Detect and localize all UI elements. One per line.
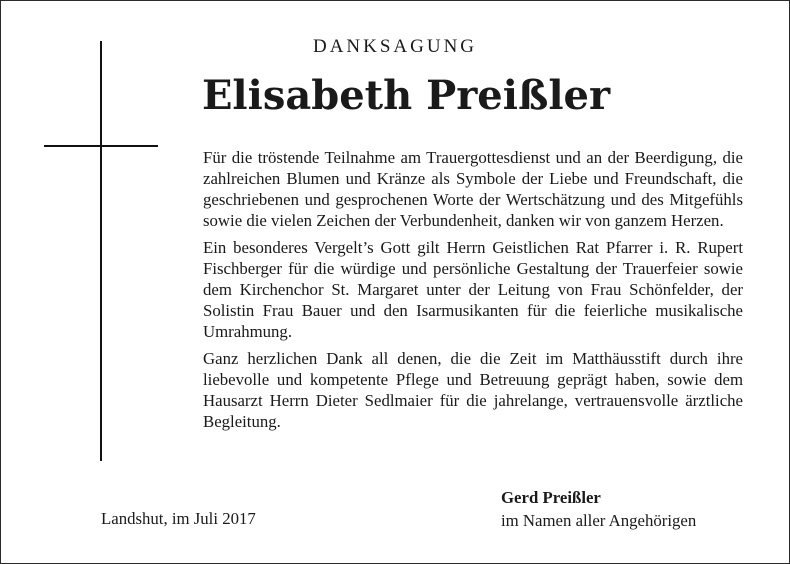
notice-body: [203, 147, 743, 438]
signer-block: [501, 486, 696, 532]
body-paragraph-1: Für die tröstende Teilnahme am Trauergottesdienst und an der Beerdigung, die zahlreichen Blumen und Kränze als Symbole der Liebe und Freundschaft, die geschriebenen und gesprochenen Worte der Wertschätzung und des Mitgefühls sowie die vielen Zeichen der Verbundenheit, danken wir von ganzem Herzen.: [203, 148, 743, 230]
signer-note: im Namen aller Angehörigen: [501, 511, 697, 530]
notice-heading: DANKSAGUNG: [312, 36, 478, 57]
body-paragraph-2: Ein besonderes Vergelt’s Gott gilt Herrn Geistlichen Rat Pfarrer i. R. Rupert Fischberger für die würdige und persönliche Gestaltung der Trauerfeier sowie dem Kirchenchor St. Margaret unter der Leitung von Frau Schönfelder, der Solistin Frau Bauer und den Isarmusikanten für die feierliche musikalische Umrahmung.: [203, 238, 743, 341]
place-date: Landshut, im Juli 2017: [101, 509, 256, 528]
cross-icon-horizontal-bar: [44, 145, 158, 147]
deceased-name: Elisabeth Preißler: [201, 72, 611, 119]
body-paragraph-3: Ganz herzlichen Dank all denen, die die Zeit im Matthäusstift durch ihre liebevolle und kompetente Pflege und Betreuung geprägt haben, sowie dem Hausarzt Herrn Dieter Sedlmaier für die jahrelange, vertrauensvolle ärztliche Begleitung.: [203, 349, 743, 431]
signer-name: Gerd Preißler: [501, 488, 601, 507]
